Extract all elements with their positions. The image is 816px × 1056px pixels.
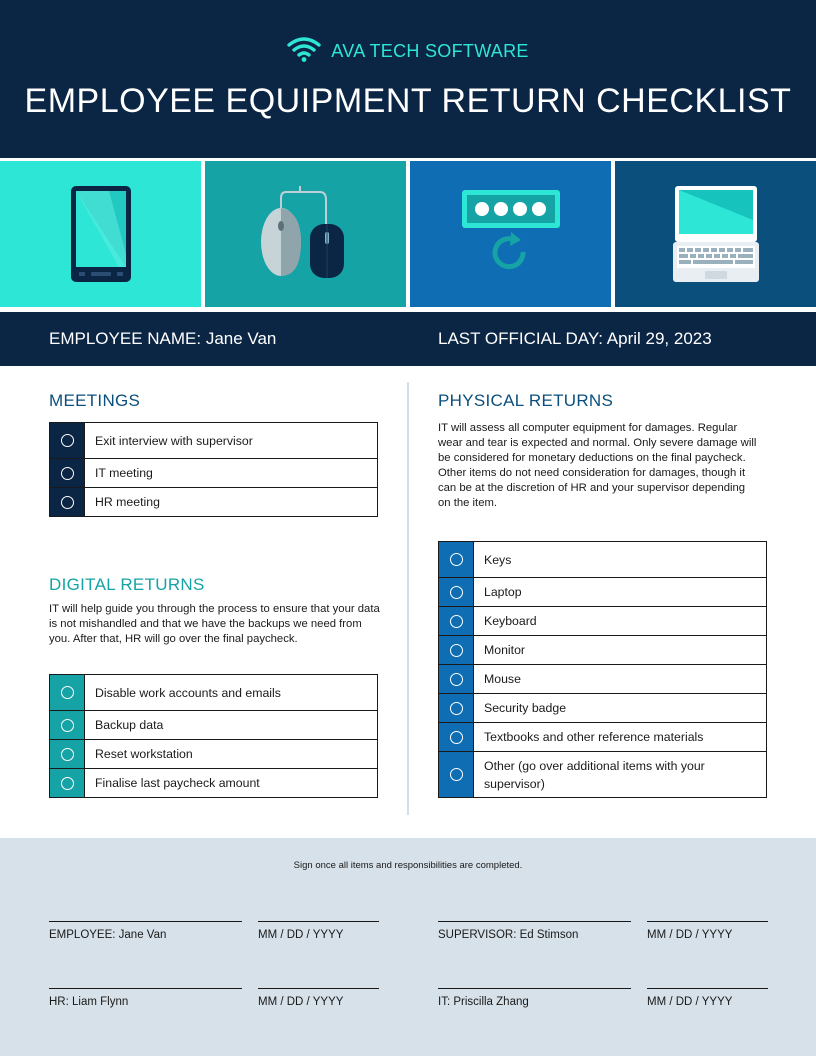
- digital-returns-title: DIGITAL RETURNS: [49, 575, 205, 594]
- employee-signature-line[interactable]: EMPLOYEE: Jane Van: [49, 921, 242, 941]
- digital-returns-description: IT will help guide you through the process to ensure that your data is not mishandled and that we have the backups we need from you. After that, HR will go over the final paycheck.: [49, 603, 380, 645]
- item-label: Keys: [484, 552, 512, 567]
- list-item[interactable]: [50, 768, 377, 797]
- tile-mouse: [205, 161, 406, 307]
- checkbox[interactable]: [50, 769, 85, 797]
- employee-info-bar: [0, 312, 816, 366]
- checkbox[interactable]: [50, 459, 85, 487]
- password-reset-icon: [461, 184, 561, 284]
- circle-icon: [61, 686, 74, 699]
- signature-section: [0, 838, 816, 1056]
- item-label: Laptop: [484, 585, 522, 599]
- item-label: Monitor: [484, 643, 526, 657]
- digital-checklist: [49, 674, 378, 798]
- checkbox[interactable]: [50, 423, 85, 458]
- tablet-icon: [69, 184, 133, 284]
- list-item[interactable]: [439, 693, 766, 722]
- list-item[interactable]: [439, 751, 766, 797]
- checkbox[interactable]: [50, 675, 85, 710]
- list-item[interactable]: [439, 542, 766, 577]
- tile-password: [410, 161, 611, 307]
- checkbox[interactable]: [439, 636, 474, 664]
- item-label: Mouse: [484, 672, 521, 686]
- list-item[interactable]: [50, 710, 377, 739]
- employee-name: EMPLOYEE NAME: Jane Van: [49, 329, 277, 348]
- circle-icon: [61, 496, 74, 509]
- meetings-title: MEETINGS: [49, 391, 141, 410]
- brand: [0, 36, 816, 67]
- circle-icon: [61, 748, 74, 761]
- item-label: Exit interview with supervisor: [95, 433, 253, 448]
- circle-icon: [450, 615, 463, 628]
- circle-icon: [450, 673, 463, 686]
- circle-icon: [61, 467, 74, 480]
- employee-date-field[interactable]: MM / DD / YYYY: [258, 921, 379, 941]
- checkbox[interactable]: [439, 578, 474, 606]
- hr-date-field[interactable]: MM / DD / YYYY: [258, 988, 379, 1008]
- sign-instruction: Sign once all items and responsibilities are completed.: [293, 860, 523, 871]
- circle-icon: [450, 553, 463, 566]
- circle-icon: [450, 768, 463, 781]
- meetings-checklist: [49, 422, 378, 517]
- physical-returns-description: IT will assess all computer equipment for damages. Regular wear and tear is expected and normal. Only severe damage will be considered for monetary deductions on the final paycheck. Other items do not need consideration for damages, though it can be at the discretion of HR and your supervisor depending on the item.: [438, 422, 757, 509]
- supervisor-signature-line[interactable]: SUPERVISOR: Ed Stimson: [438, 921, 631, 941]
- checkbox[interactable]: [439, 752, 474, 797]
- wifi-icon: [287, 36, 321, 67]
- item-label: Reset workstation: [95, 747, 193, 761]
- it-signature-line[interactable]: IT: Priscilla Zhang: [438, 988, 631, 1008]
- laptop-icon: [671, 184, 761, 284]
- checkbox[interactable]: [50, 740, 85, 768]
- physical-checklist: [438, 541, 767, 798]
- supervisor-date-field[interactable]: MM / DD / YYYY: [647, 921, 768, 941]
- checkbox[interactable]: [439, 607, 474, 635]
- list-item[interactable]: [439, 722, 766, 751]
- circle-icon: [450, 644, 463, 657]
- item-label: HR meeting: [95, 495, 160, 509]
- item-label: Security badge: [484, 701, 567, 715]
- mouse-icon: [256, 184, 356, 284]
- circle-icon: [61, 434, 74, 447]
- list-item[interactable]: [439, 635, 766, 664]
- list-item[interactable]: [50, 423, 377, 458]
- circle-icon: [450, 702, 463, 715]
- item-label: Textbooks and other reference materials: [484, 730, 704, 744]
- item-label: Backup data: [95, 718, 164, 732]
- checkbox[interactable]: [439, 542, 474, 577]
- checkbox[interactable]: [50, 711, 85, 739]
- last-official-day: LAST OFFICIAL DAY: April 29, 2023: [438, 329, 712, 348]
- tile-tablet: [0, 161, 201, 307]
- checkbox[interactable]: [439, 723, 474, 751]
- icon-band: [0, 158, 816, 310]
- checkbox[interactable]: [439, 665, 474, 693]
- circle-icon: [61, 719, 74, 732]
- brand-name: AVA TECH SOFTWARE: [331, 41, 529, 61]
- page-title: EMPLOYEE EQUIPMENT RETURN CHECKLIST: [24, 82, 792, 120]
- checkbox[interactable]: [50, 488, 85, 516]
- tile-laptop: [615, 161, 816, 307]
- item-label: Finalise last paycheck amount: [95, 776, 260, 790]
- list-item[interactable]: [439, 664, 766, 693]
- list-item[interactable]: [50, 487, 377, 516]
- it-date-field[interactable]: MM / DD / YYYY: [647, 988, 768, 1008]
- column-divider: [407, 382, 409, 815]
- physical-returns-title: PHYSICAL RETURNS: [438, 391, 614, 410]
- list-item[interactable]: [439, 606, 766, 635]
- item-label: IT meeting: [95, 466, 153, 480]
- circle-icon: [61, 777, 74, 790]
- circle-icon: [450, 731, 463, 744]
- item-label: Keyboard: [484, 614, 537, 628]
- item-label: Disable work accounts and emails: [95, 685, 281, 700]
- list-item[interactable]: [50, 458, 377, 487]
- list-item[interactable]: [50, 675, 377, 710]
- checkbox[interactable]: [439, 694, 474, 722]
- list-item[interactable]: [50, 739, 377, 768]
- item-label: Other (go over additional items with your supervisor): [484, 758, 705, 791]
- header-banner: [0, 0, 816, 158]
- list-item[interactable]: [439, 577, 766, 606]
- hr-signature-line[interactable]: HR: Liam Flynn: [49, 988, 242, 1008]
- circle-icon: [450, 586, 463, 599]
